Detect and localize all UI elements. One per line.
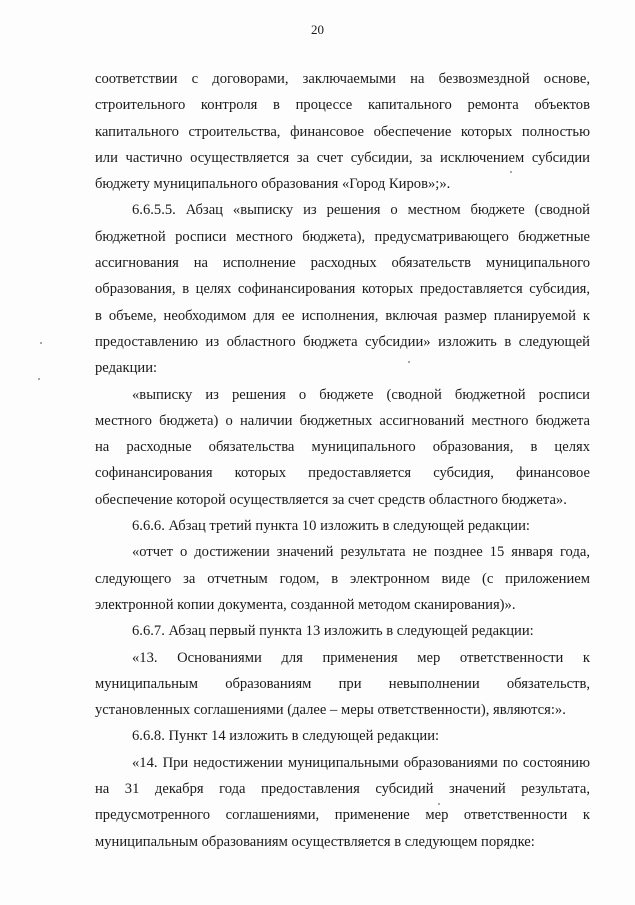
text-line: предусмотренного соглашениями, применение мер ответственности к [95,807,590,824]
text-line: «13. Основаниями для применения мер ответственности к [132,649,590,666]
text-line: на 31 декабря года предоставления субсидий значений результата, [95,781,590,798]
text-line: соответствии с договорами, заключаемыми на безвозмездной основе, [95,71,590,87]
text-line: предоставлению из областного бюджета субсидии» изложить в следующей [95,333,590,350]
document-body [95,66,590,855]
text-line: ассигнования на исполнение расходных обязательств муниципального [95,255,590,272]
page-number: 20 [311,22,324,37]
text-line: бюджетной росписи местного бюджета), предусматривающего бюджетные [95,228,590,245]
scan-speck [438,803,440,805]
text-line: муниципальным образованиям при невыполнении обязательств, [95,675,590,692]
scan-speck [40,342,42,344]
scan-speck [510,171,512,173]
text-line: местного бюджета) о наличии бюджетных ассигнований местного бюджета [95,412,590,429]
text-line: 6.6.6. Абзац третий пункта 10 изложить в следующей редакции: [132,518,530,535]
text-line: образования, в целях софинансирования которых предоставляется субсидия, [95,281,590,298]
text-line: 6.6.5.5. Абзац «выписку из решения о местном бюджете (сводной [132,202,590,219]
text-line: 6.6.8. Пункт 14 изложить в следующей редакции: [132,728,440,745]
text-line: обеспечение которой осуществляется за счет средств областного бюджета». [95,491,567,508]
text-line: муниципальным образованиям осуществляется в следующем порядке: [95,833,535,850]
text-line: 6.6.7. Абзац первый пункта 13 изложить в следующей редакции: [132,623,534,640]
text-line: капитального строительства, финансовое обеспечение которых полностью [95,123,590,140]
text-line: «14. При недостижении муниципальными образованиями по состоянию [132,754,590,771]
text-line: «отчет о достижении значений результата не позднее 15 января года, [132,544,590,561]
text-line: софинансирования которых предоставляется субсидия, финансовое [95,465,590,482]
text-line: бюджету муниципального образования «Город Киров»;». [95,176,451,193]
text-line: «выписку из решения о бюджете (сводной бюджетной росписи [132,386,590,403]
text-line: в объеме, необходимом для ее исполнения, включая размер планируемой к [95,307,590,324]
text-line: или частично осуществляется за счет субсидии, за исключением субсидии [95,149,590,166]
text-line: следующего за отчетным годом, в электронном виде (с приложением [95,570,590,587]
text-line: установленных соглашениями (далее – меры ответственности), являются:». [95,702,566,719]
text-line: на расходные обязательства муниципального образования, в целях [95,439,590,456]
scan-speck [408,361,410,363]
text-line: редакции: [95,360,158,377]
text-line: строительного контроля в процессе капитального ремонта объектов [95,97,590,114]
text-line: электронной копии документа, созданной методом сканирования)». [95,596,516,613]
scan-speck [38,378,40,380]
